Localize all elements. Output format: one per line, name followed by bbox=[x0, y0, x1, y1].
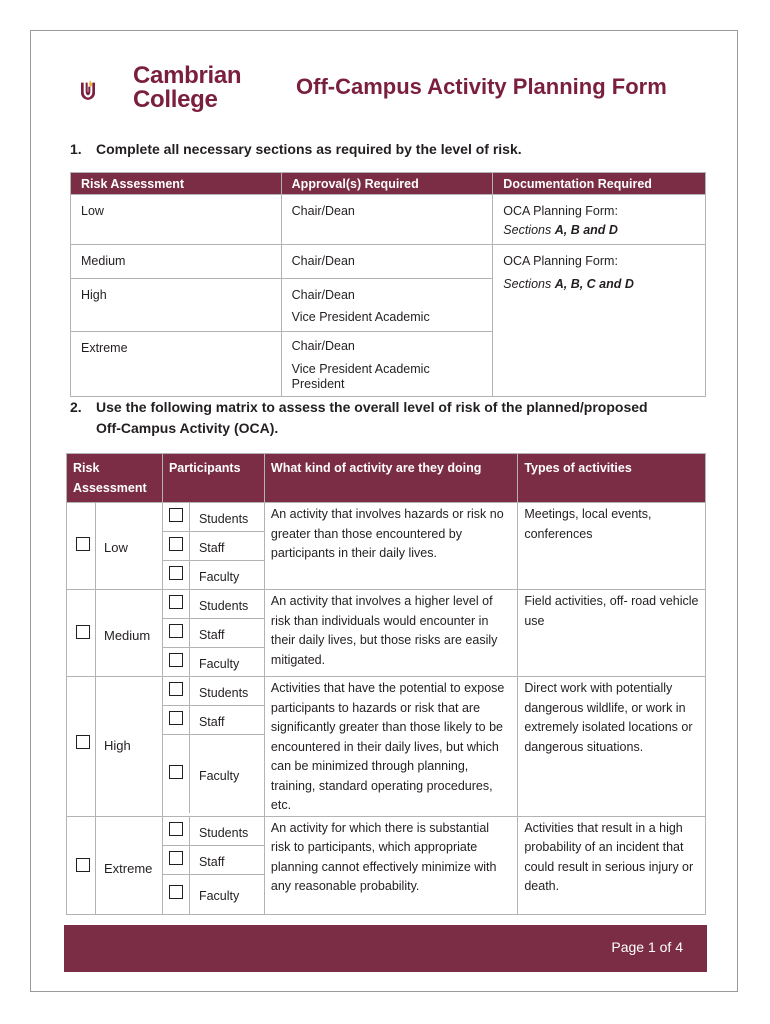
extreme-faculty-checkbox[interactable] bbox=[169, 885, 183, 899]
row-medium-high-extreme-doc: OCA Planning Form: Sections A, B, C and D bbox=[493, 245, 706, 397]
col-documentation: Documentation Required bbox=[493, 173, 706, 195]
risk-high-label: High bbox=[104, 738, 131, 753]
page-title: Off-Campus Activity Planning Form bbox=[296, 74, 667, 99]
activity-low: An activity that involves hazards or risk no greater than those encountered by participants in their daily lives. bbox=[264, 503, 517, 590]
cambrian-logo-icon bbox=[80, 58, 140, 122]
row-low-approval: Chair/Dean bbox=[281, 195, 493, 245]
medium-faculty-checkbox[interactable] bbox=[169, 653, 183, 667]
risk-extreme-cell bbox=[67, 816, 163, 914]
activity-medium: An activity that involves a higher level of risk than individuals would encounter in their daily lives, but those risks are easily mitigated. bbox=[264, 590, 517, 677]
risk-high-checkbox[interactable] bbox=[76, 735, 90, 749]
col-participants: Participants bbox=[162, 454, 264, 503]
high-faculty-checkbox[interactable] bbox=[169, 765, 183, 779]
high-staff-checkbox[interactable] bbox=[169, 711, 183, 725]
row-extreme-approval: Chair/Dean Vice President Academic President bbox=[281, 332, 493, 397]
participants-low: Students Staff Faculty bbox=[162, 503, 264, 590]
low-students-checkbox[interactable] bbox=[169, 508, 183, 522]
participants-high: Students Staff Faculty bbox=[162, 677, 264, 817]
col-risk: Risk Assessment bbox=[67, 454, 163, 503]
risk-low-label: Low bbox=[104, 540, 128, 555]
col-activity-types: Types of activities bbox=[518, 454, 706, 503]
risk-extreme-label: Extreme bbox=[104, 860, 153, 876]
extreme-students-checkbox[interactable] bbox=[169, 822, 183, 836]
risk-medium-cell bbox=[67, 590, 163, 677]
types-medium: Field activities, off- road vehicle use bbox=[518, 590, 706, 677]
high-students-checkbox[interactable] bbox=[169, 682, 183, 696]
activity-high: Activities that have the potential to expose participants to hazards or risk that are significantly greater than those likely to be encountered in their daily lives, but which can be minimized through planning, training, standard operating procedures, etc. bbox=[264, 677, 517, 817]
participants-extreme: Students Staff Faculty bbox=[162, 816, 264, 914]
row-low-level: Low bbox=[71, 195, 282, 245]
row-medium-approval: Chair/Dean bbox=[281, 245, 493, 279]
row-low-doc: OCA Planning Form: Sections A, B and D bbox=[493, 195, 706, 245]
medium-staff-checkbox[interactable] bbox=[169, 624, 183, 638]
page-number: Page 1 of 4 bbox=[611, 939, 683, 955]
row-extreme-level: Extreme bbox=[71, 332, 282, 397]
risk-medium-label: Medium bbox=[104, 628, 151, 643]
col-approvals: Approval(s) Required bbox=[281, 173, 493, 195]
approval-table bbox=[70, 172, 706, 397]
risk-extreme-checkbox[interactable] bbox=[76, 858, 90, 872]
section-2-heading: 2. Use the following matrix to assess the overall level of risk of the planned/proposed Off-Campus Activity (OCA). bbox=[70, 399, 648, 436]
row-high-level: High bbox=[71, 279, 282, 332]
low-faculty-checkbox[interactable] bbox=[169, 566, 183, 580]
activity-extreme: An activity for which there is substantial risk to participants, which appropriate planning cannot effectively minimize with any reasonable probability. bbox=[264, 816, 517, 914]
row-medium-level: Medium bbox=[71, 245, 282, 279]
risk-low-cell bbox=[67, 503, 163, 590]
col-activity-kind: What kind of activity are they doing bbox=[264, 454, 517, 503]
types-low: Meetings, local events, conferences bbox=[518, 503, 706, 590]
types-extreme: Activities that result in a high probability of an incident that could result in serious injury or death. bbox=[518, 816, 706, 914]
logo-wordmark: Cambrian College bbox=[133, 62, 242, 113]
risk-low-checkbox[interactable] bbox=[76, 537, 90, 551]
extreme-staff-checkbox[interactable] bbox=[169, 851, 183, 865]
page-footer bbox=[64, 925, 707, 972]
risk-matrix-table bbox=[66, 453, 706, 915]
risk-high-cell bbox=[67, 677, 163, 817]
col-risk-assessment: Risk Assessment bbox=[71, 173, 282, 195]
medium-students-checkbox[interactable] bbox=[169, 595, 183, 609]
section-1-heading: 1. Complete all necessary sections as required by the level of risk. bbox=[70, 141, 522, 157]
row-high-approval: Chair/Dean Vice President Academic bbox=[281, 279, 493, 332]
low-staff-checkbox[interactable] bbox=[169, 537, 183, 551]
risk-medium-checkbox[interactable] bbox=[76, 625, 90, 639]
participants-medium: Students Staff Faculty bbox=[162, 590, 264, 677]
types-high: Direct work with potentially dangerous wildlife, or work in extremely isolated locations or dangerous situations. bbox=[518, 677, 706, 817]
